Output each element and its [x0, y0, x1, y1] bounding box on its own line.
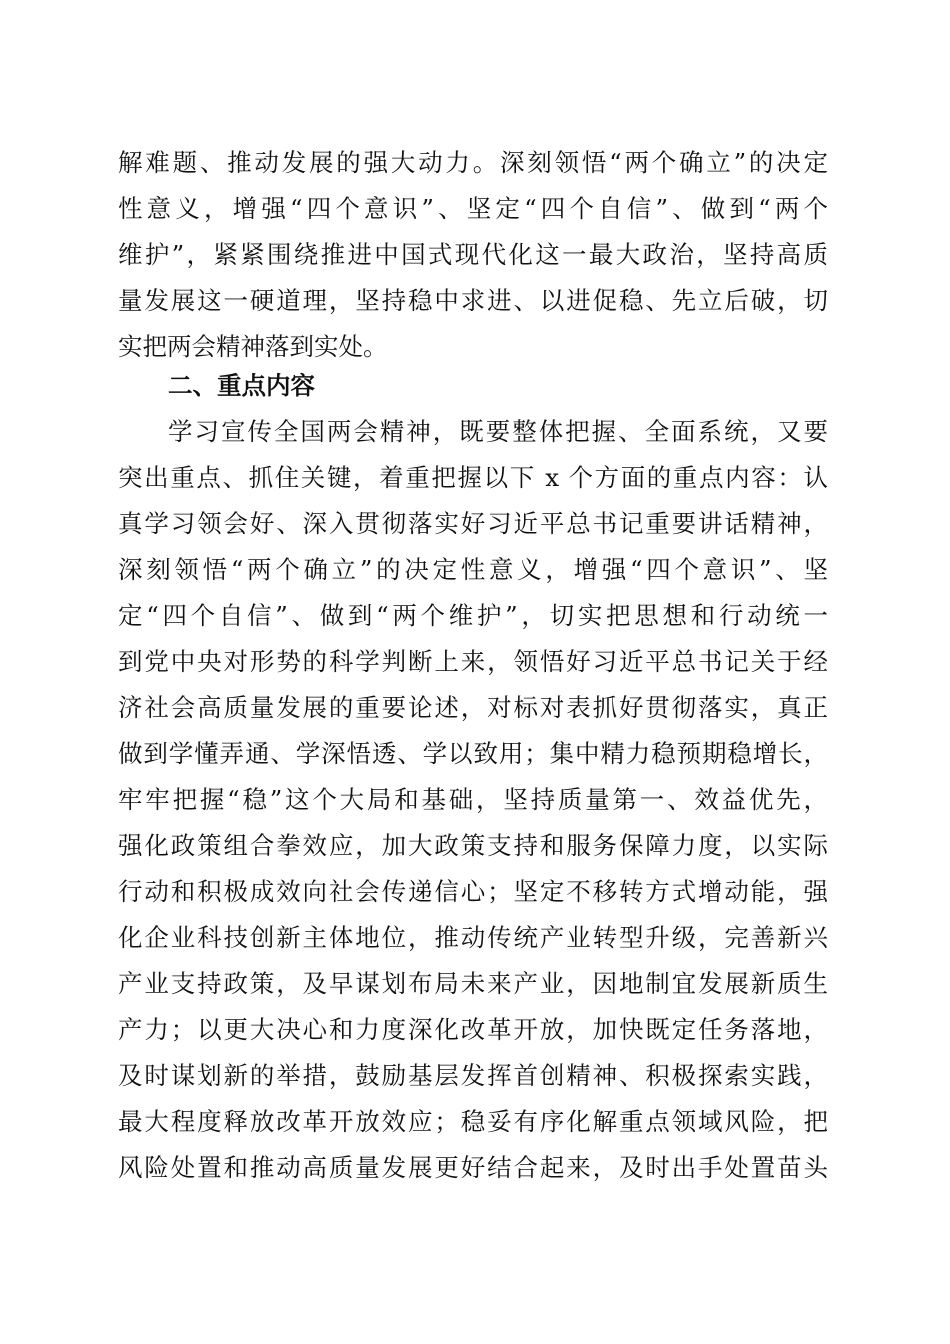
paragraph-2-line-9: 牢牢把握“稳”这个大局和基础，坚持质量第一、效益优先， — [118, 785, 828, 814]
paragraph-2-line-7: 济社会高质量发展的重要论述，对标对表抓好贯彻落实，真正 — [118, 693, 828, 722]
paragraph-1-line-2: 性意义，增强“四个意识”、坚定“四个自信”、做到“两个 — [118, 194, 828, 223]
section-heading: 二、重点内容 — [168, 371, 315, 400]
paragraph-2-line-5: 定“四个自信”、做到“两个维护”，切实把思想和行动统一 — [118, 601, 828, 630]
paragraph-2-line-2: 突出重点、抓住关键，着重把握以下 x 个方面的重点内容：认 — [118, 463, 828, 492]
paragraph-2-line-15: 及时谋划新的举措，鼓励基层发挥首创精神、积极探索实践， — [118, 1061, 828, 1090]
paragraph-2-line-12: 化企业科技创新主体地位，推动传统产业转型升级，完善新兴 — [118, 923, 828, 952]
paragraph-2-line-6: 到党中央对形势的科学判断上来，领悟好习近平总书记关于经 — [118, 647, 828, 676]
paragraph-1-line-5: 实把两会精神落到实处。 — [118, 332, 388, 361]
paragraph-1-line-4: 量发展这一硬道理，坚持稳中求进、以进促稳、先立后破，切 — [118, 286, 828, 315]
paragraph-2-line-14: 产力；以更大决心和力度深化改革开放，加快既定任务落地， — [118, 1015, 828, 1044]
paragraph-2-line-13: 产业支持政策，及早谋划布局未来产业，因地制宜发展新质生 — [118, 969, 828, 998]
paragraph-2-line-1: 学习宣传全国两会精神，既要整体把握、全面系统，又要 — [168, 417, 828, 446]
paragraph-2-line-16: 最大程度释放改革开放效应；稳妥有序化解重点领域风险，把 — [118, 1107, 828, 1136]
paragraph-2-line-10: 强化政策组合拳效应，加大政策支持和服务保障力度，以实际 — [118, 831, 828, 860]
paragraph-1-line-3: 维护”，紧紧围绕推进中国式现代化这一最大政治，坚持高质 — [118, 240, 828, 269]
paragraph-2-line-11: 行动和积极成效向社会传递信心；坚定不移转方式增动能，强 — [118, 877, 828, 906]
paragraph-2-line-17: 风险处置和推动高质量发展更好结合起来，及时出手处置苗头 — [118, 1153, 828, 1182]
paragraph-1-line-1: 解难题、推动发展的强大动力。深刻领悟“两个确立”的决定 — [118, 148, 828, 177]
paragraph-2-line-3: 真学习领会好、深入贯彻落实好习近平总书记重要讲话精神， — [118, 509, 828, 538]
paragraph-2-line-4: 深刻领悟“两个确立”的决定性意义，增强“四个意识”、坚 — [118, 555, 828, 584]
paragraph-2-line-8: 做到学懂弄通、学深悟透、学以致用；集中精力稳预期稳增长， — [118, 739, 828, 768]
